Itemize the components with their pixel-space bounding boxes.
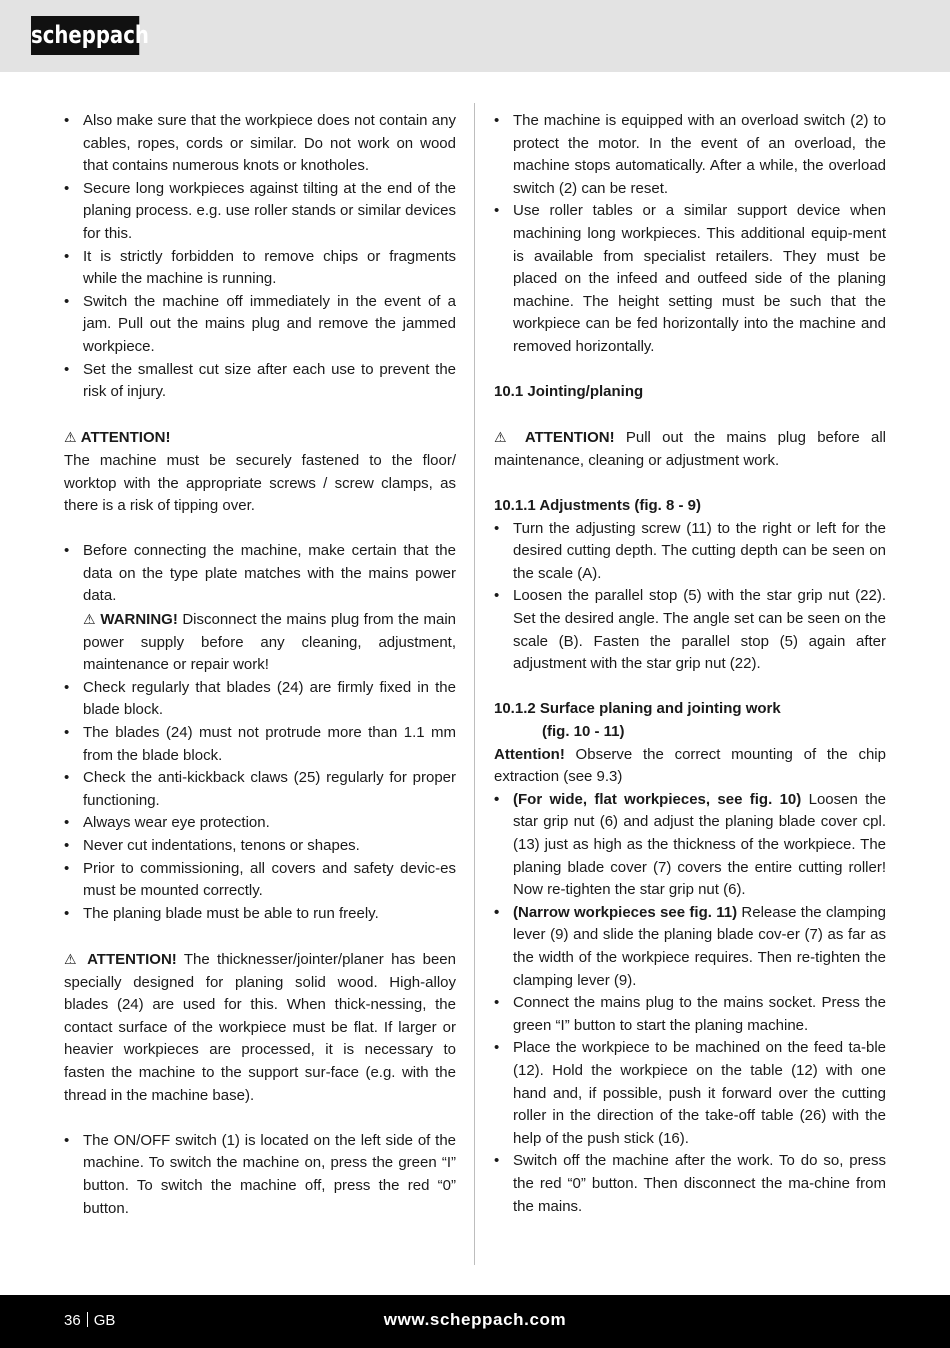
list-item: • The machine is equipped with an overload switch (2) to protect the motor. In the event of an overload, the machine stops automatically. After a while, the overload switch (2) can be reset.: [494, 110, 886, 200]
attention-paragraph: ⚠ ATTENTION! Pull out the mains plug before all maintenance, cleaning or adjustment work.: [494, 429, 886, 469]
operation-list-1: [494, 110, 886, 359]
warning-triangle-icon: ⚠: [64, 429, 77, 446]
warning-label: WARNING!: [100, 611, 178, 629]
subsection-heading: 10.1.2 Surface planing and jointing work: [494, 700, 781, 718]
list-item: • Secure long workpieces against tilting at the end of the planing process. e.g. use roller stands or similar devices for this.: [64, 178, 456, 246]
list-item: • Switch off the machine after the work. To do so, press the red “0” button. Then disconnect the ma-chine from the mains.: [494, 1150, 886, 1218]
list-item: • Turn the adjusting screw (11) to the right or left for the desired cutting depth. The cutting depth can be seen on the scale (A).: [494, 518, 886, 586]
left-column: [64, 110, 456, 1220]
list-item: • Switch the machine off immediately in the event of a jam. Pull out the mains plug and remove the jammed workpiece.: [64, 291, 456, 359]
adjustments-list: [494, 518, 886, 676]
attention-paragraph: ⚠ ATTENTION! The thicknesser/jointer/planer has been specially designed for planing solid wood. High-alloy blades (24) are used for this. When thick-nessing, the contact surface of the workpiece must be flat. If larger or heavier workpieces are processed, it is necessary to fasten the machine to the support sur-face (e.g. with the thread in the machine base).: [64, 950, 456, 1104]
list-item: • (For wide, flat workpieces, see fig. 10) Loosen the star grip nut (6) and adjust the planing blade cover cpl. (13) just as high as the thickness of the workpiece. The planing blade cover (7) covers the entire cutting roller! Now re-tighten the star grip nut (6).: [494, 789, 886, 902]
safety-list-2: [64, 540, 456, 925]
list-item: • The ON/OFF switch (1) is located on the left side of the machine. To switch the machine on, press the green “I” button. To switch the machine off, press the red “0” button.: [64, 1130, 456, 1220]
list-item: • The planing blade must be able to run freely.: [64, 903, 456, 926]
subsection-heading: 10.1.1 Adjustments (fig. 8 - 9): [494, 497, 701, 515]
page-footer: [0, 1295, 950, 1348]
website-url: www.scheppach.com: [383, 1310, 567, 1329]
attention-text: The machine must be securely fastened to the floor/ worktop with the appropriate screws / screw clamps, as there is a risk of tipping over.: [64, 451, 456, 515]
list-item: • The blades (24) must not protrude more than 1.1 mm from the blade block.: [64, 722, 456, 767]
list-item: • Check regularly that blades (24) are firmly fixed in the blade block.: [64, 677, 456, 722]
right-column: [494, 110, 886, 1218]
list-item: • Prior to commissioning, all covers and safety devic-es must be mounted correctly.: [64, 858, 456, 903]
safety-list-3: [64, 1130, 456, 1220]
list-item: • Loosen the parallel stop (5) with the star grip nut (22). Set the desired angle. The angle set can be seen on the scale (B). Fasten the parallel stop (5) again after adjustment with the star grip nut (22).: [494, 585, 886, 675]
safety-list-1: [64, 110, 456, 404]
list-item: • Always wear eye protection.: [64, 812, 456, 835]
warning-triangle-icon: ⚠: [83, 611, 96, 628]
section-heading: 10.1 Jointing/planing: [494, 383, 644, 401]
page-header: [0, 0, 950, 72]
attention-heading: ⚠ ATTENTION!: [64, 429, 171, 447]
list-item: • Use roller tables or a similar support device when machining long workpieces. This additional equip-ment is available from specialist retailers. They must be placed on the infeed and outfeed side of the planing machine. The height setting must be such that the workpiece can be fed horizontally into the machine and removed horizontally.: [494, 200, 886, 358]
planing-list: [494, 789, 886, 1218]
attention-paragraph: Attention! Observe the correct mounting of the chip extraction (see 9.3): [494, 745, 886, 786]
list-item: • Connect the mains plug to the mains socket. Press the green “I” button to start the planing machine.: [494, 992, 886, 1037]
warning-text: Disconnect the mains plug from the main power supply before any cleaning, adjustment, maintenance or repair work!: [83, 611, 456, 674]
warning-triangle-icon: ⚠: [64, 950, 80, 967]
list-item: • Before connecting the machine, make certain that the data on the type plate matches with the mains power data. ⚠ WARNING! Disconnect the mains plug from the main power supply before any cleaning, adjustment, maintenance or repair work!: [64, 540, 456, 677]
list-item: • Place the workpiece to be machined on the feed ta-ble (12). Hold the workpiece on the table (12) with one hand and, if possible, push it forward over the cutting roller in the direction of the take-off table (26) with the help of the push stick (16).: [494, 1037, 886, 1150]
list-item: • (Narrow workpieces see fig. 11) Release the clamping lever (9) and slide the planing blade cov-er (7) as far as the width of the workpiece requires. Then re-tighten the clamping lever (9).: [494, 902, 886, 992]
list-item: • Never cut indentations, tenons or shapes.: [64, 835, 456, 858]
list-item: • It is strictly forbidden to remove chips or fragments while the machine is running.: [64, 246, 456, 291]
list-item: • Set the smallest cut size after each use to prevent the risk of injury.: [64, 359, 456, 404]
subsection-heading-fig: (fig. 10 - 11): [542, 723, 625, 741]
column-divider: [474, 103, 475, 1265]
list-item: • Also make sure that the workpiece does not contain any cables, ropes, cords or similar. Do not work on wood that contains numerous knots or knotholes.: [64, 110, 456, 178]
page-number: 36 GB: [64, 1312, 116, 1329]
warning-triangle-icon: ⚠: [494, 429, 514, 446]
list-item: • Check the anti-kickback claws (25) regularly for proper functioning.: [64, 767, 456, 812]
brand-logo: scheppach: [31, 16, 139, 55]
